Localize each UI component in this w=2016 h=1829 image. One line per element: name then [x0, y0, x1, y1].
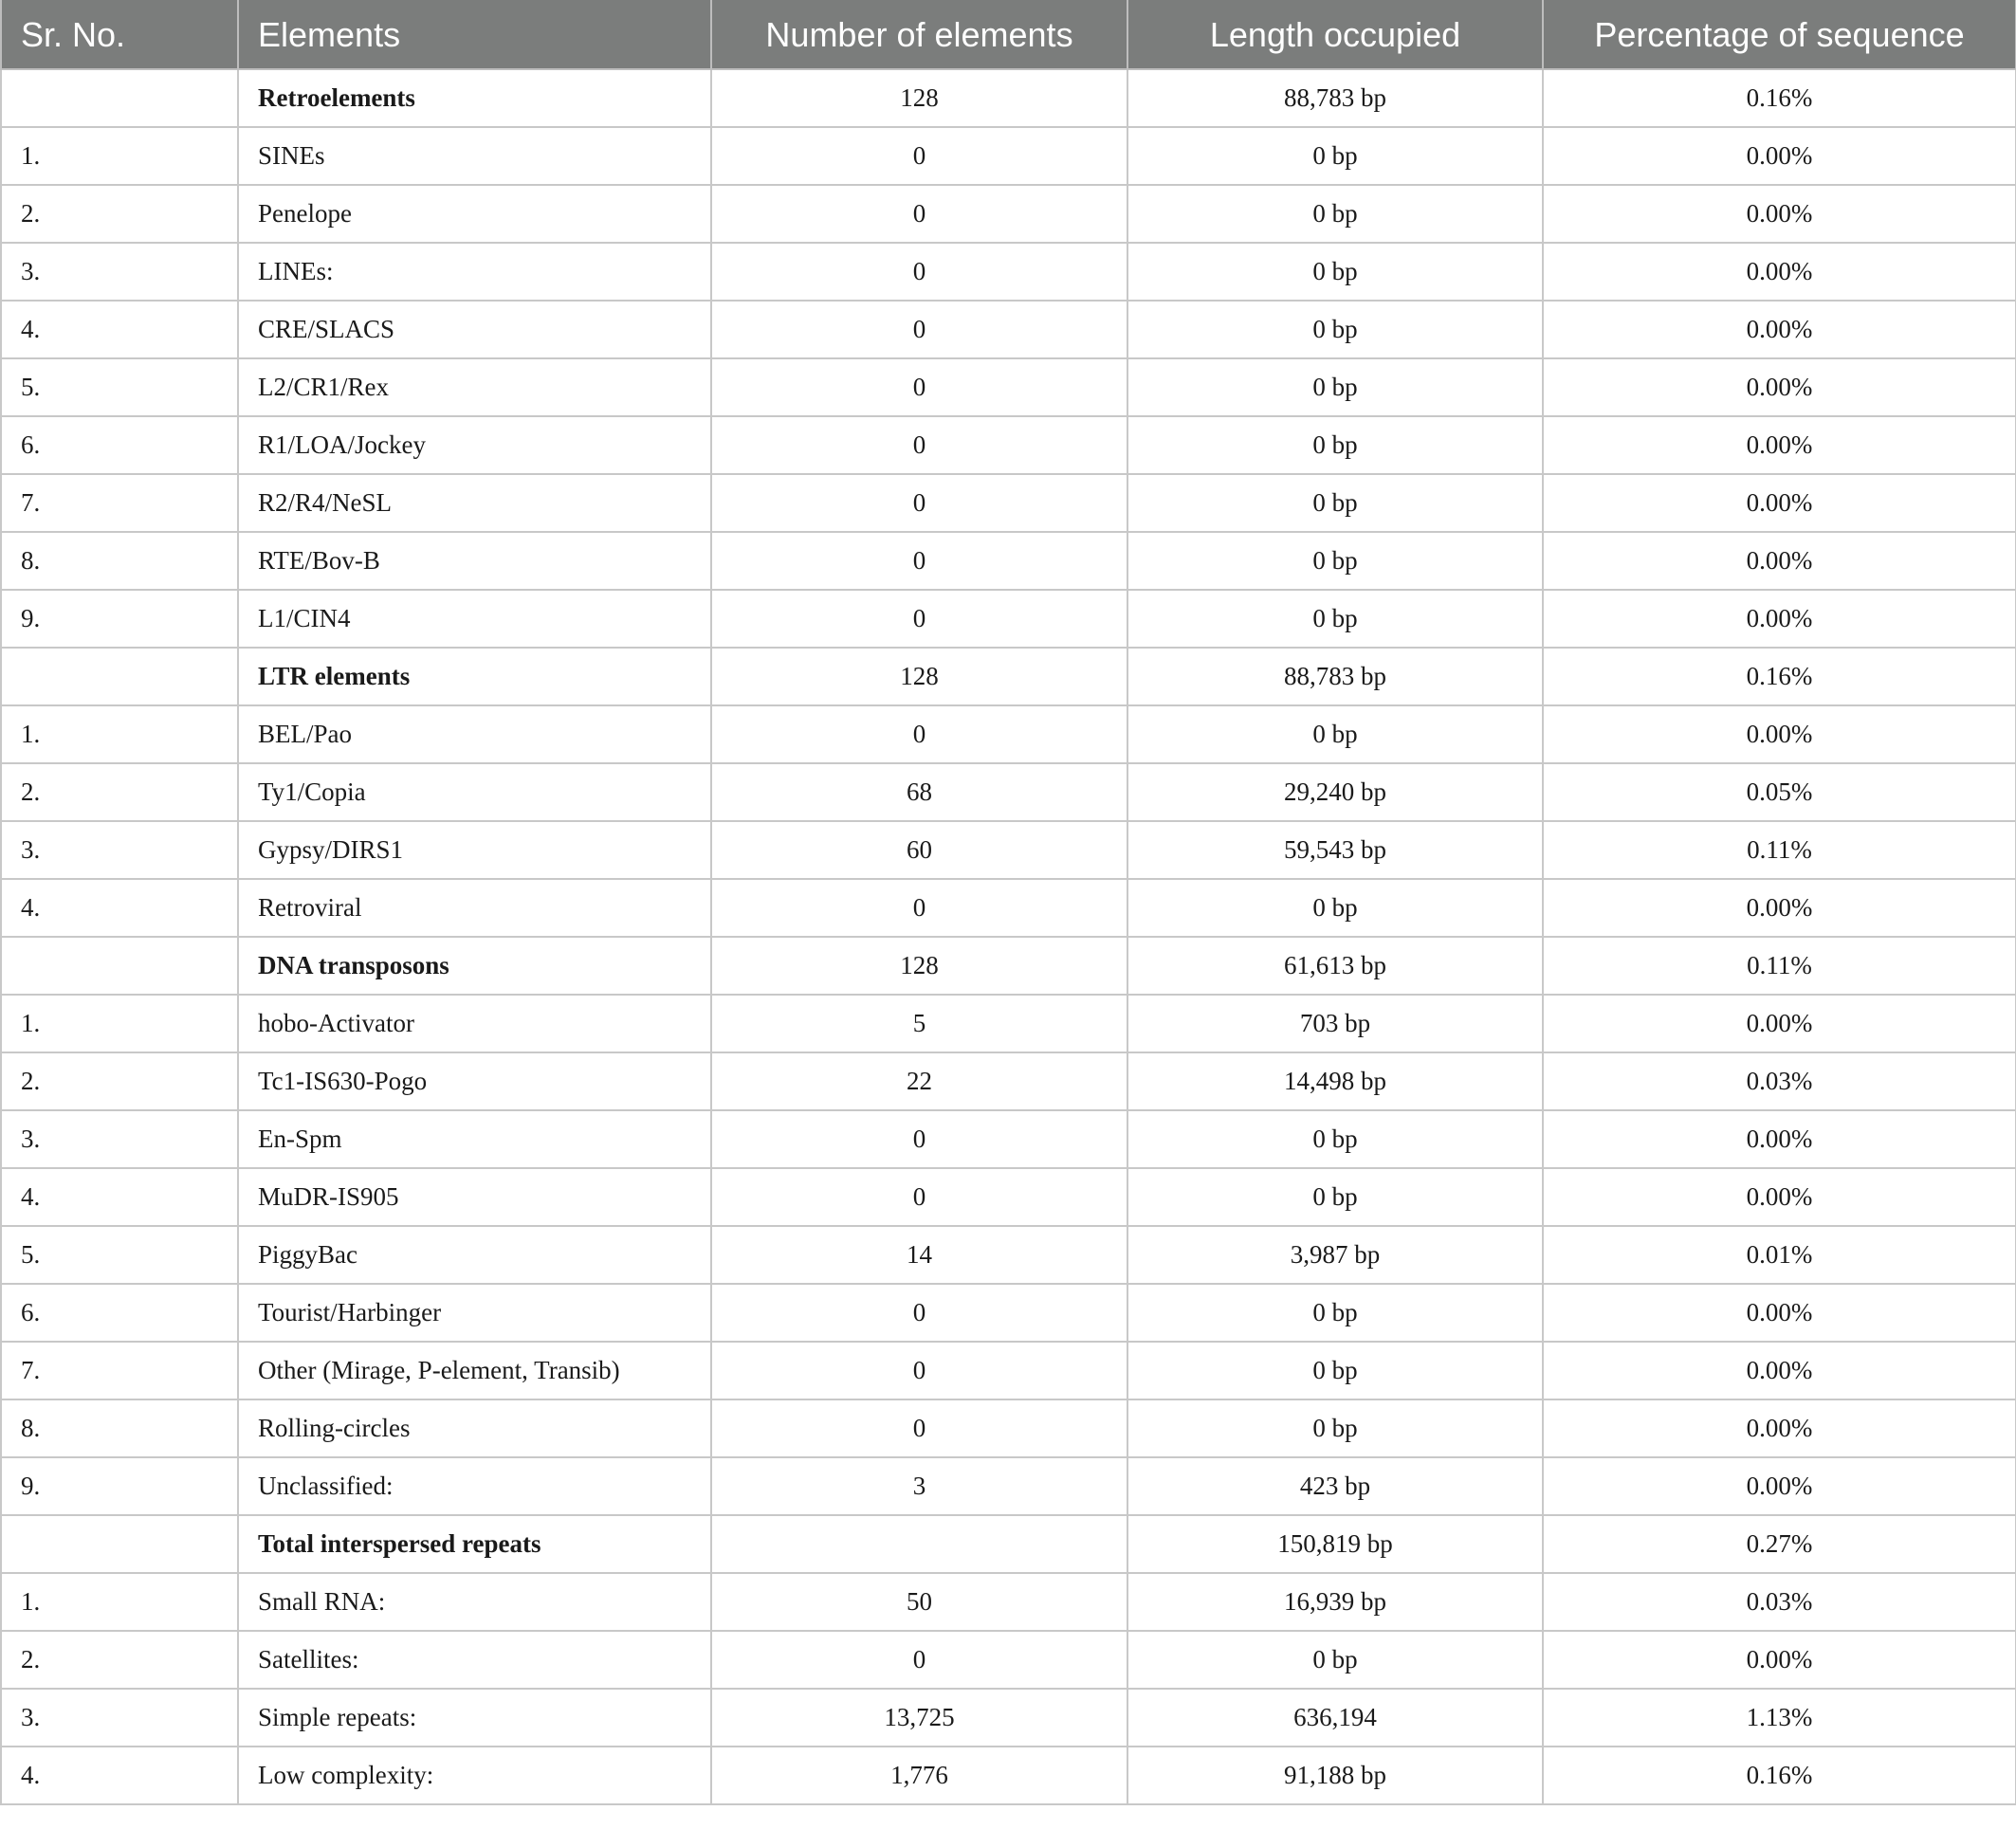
table-row [1, 1573, 2016, 1631]
cell-percentage-of-sequence: 0.00% [1543, 416, 2016, 474]
table-group-row [1, 1515, 2016, 1573]
cell-length-occupied: 59,543 bp [1127, 821, 1543, 879]
table-row [1, 301, 2016, 358]
table-row [1, 821, 2016, 879]
cell-sr-no: 2. [1, 1052, 238, 1110]
cell-element: L2/CR1/Rex [238, 358, 711, 416]
cell-percentage-of-sequence: 0.05% [1543, 763, 2016, 821]
cell-number-of-elements: 13,725 [711, 1689, 1127, 1747]
cell-percentage-of-sequence: 0.00% [1543, 243, 2016, 301]
header-elements: Elements [238, 1, 711, 70]
cell-number-of-elements: 0 [711, 243, 1127, 301]
cell-length-occupied: 0 bp [1127, 1284, 1543, 1342]
cell-number-of-elements: 22 [711, 1052, 1127, 1110]
cell-percentage-of-sequence: 1.13% [1543, 1689, 2016, 1747]
cell-sr-no: 4. [1, 879, 238, 937]
cell-percentage-of-sequence: 0.00% [1543, 590, 2016, 648]
cell-number-of-elements: 0 [711, 1110, 1127, 1168]
cell-length-occupied: 88,783 bp [1127, 648, 1543, 705]
cell-element: PiggyBac [238, 1226, 711, 1284]
cell-percentage-of-sequence: 0.16% [1543, 1747, 2016, 1804]
table-row [1, 127, 2016, 185]
table-row [1, 532, 2016, 590]
cell-percentage-of-sequence: 0.00% [1543, 1284, 2016, 1342]
cell-element: Total interspersed repeats [238, 1515, 711, 1573]
cell-percentage-of-sequence: 0.00% [1543, 705, 2016, 763]
table-header [1, 1, 2016, 70]
cell-length-occupied: 0 bp [1127, 416, 1543, 474]
cell-element: LINEs: [238, 243, 711, 301]
cell-percentage-of-sequence: 0.00% [1543, 879, 2016, 937]
table-row [1, 1052, 2016, 1110]
table-row [1, 185, 2016, 243]
cell-element: Gypsy/DIRS1 [238, 821, 711, 879]
table-row [1, 879, 2016, 937]
cell-length-occupied: 636,194 [1127, 1689, 1543, 1747]
table-row [1, 1747, 2016, 1804]
cell-sr-no: 6. [1, 1284, 238, 1342]
cell-length-occupied: 0 bp [1127, 879, 1543, 937]
cell-length-occupied: 0 bp [1127, 127, 1543, 185]
cell-sr-no [1, 648, 238, 705]
cell-length-occupied: 0 bp [1127, 243, 1543, 301]
cell-element: L1/CIN4 [238, 590, 711, 648]
cell-element: Rolling-circles [238, 1399, 711, 1457]
cell-percentage-of-sequence: 0.16% [1543, 648, 2016, 705]
cell-length-occupied: 0 bp [1127, 590, 1543, 648]
cell-length-occupied: 29,240 bp [1127, 763, 1543, 821]
table-row [1, 1631, 2016, 1689]
cell-number-of-elements: 5 [711, 995, 1127, 1052]
cell-number-of-elements: 1,776 [711, 1747, 1127, 1804]
table-row [1, 1457, 2016, 1515]
cell-sr-no: 4. [1, 1747, 238, 1804]
cell-percentage-of-sequence: 0.00% [1543, 358, 2016, 416]
cell-number-of-elements: 0 [711, 474, 1127, 532]
cell-percentage-of-sequence: 0.00% [1543, 1457, 2016, 1515]
cell-length-occupied: 3,987 bp [1127, 1226, 1543, 1284]
cell-number-of-elements: 128 [711, 648, 1127, 705]
table-row [1, 1284, 2016, 1342]
cell-length-occupied: 16,939 bp [1127, 1573, 1543, 1631]
cell-length-occupied: 703 bp [1127, 995, 1543, 1052]
cell-percentage-of-sequence: 0.11% [1543, 821, 2016, 879]
cell-percentage-of-sequence: 0.00% [1543, 1399, 2016, 1457]
cell-sr-no: 4. [1, 301, 238, 358]
cell-number-of-elements: 128 [711, 937, 1127, 995]
header-number-of-elements: Number of elements [711, 1, 1127, 70]
cell-sr-no: 8. [1, 532, 238, 590]
cell-number-of-elements: 68 [711, 763, 1127, 821]
cell-sr-no: 9. [1, 1457, 238, 1515]
cell-number-of-elements: 0 [711, 590, 1127, 648]
cell-percentage-of-sequence: 0.00% [1543, 1631, 2016, 1689]
cell-number-of-elements: 0 [711, 1631, 1127, 1689]
cell-length-occupied: 61,613 bp [1127, 937, 1543, 995]
table-group-row [1, 648, 2016, 705]
header-length-occupied: Length occupied [1127, 1, 1543, 70]
cell-sr-no: 5. [1, 358, 238, 416]
table-row [1, 763, 2016, 821]
cell-length-occupied: 91,188 bp [1127, 1747, 1543, 1804]
cell-percentage-of-sequence: 0.00% [1543, 1110, 2016, 1168]
cell-sr-no [1, 69, 238, 127]
cell-length-occupied: 0 bp [1127, 1110, 1543, 1168]
cell-element: Unclassified: [238, 1457, 711, 1515]
cell-number-of-elements: 0 [711, 1342, 1127, 1399]
cell-percentage-of-sequence: 0.16% [1543, 69, 2016, 127]
cell-length-occupied: 0 bp [1127, 1168, 1543, 1226]
cell-element: R1/LOA/Jockey [238, 416, 711, 474]
cell-sr-no: 2. [1, 185, 238, 243]
cell-percentage-of-sequence: 0.00% [1543, 474, 2016, 532]
header-row [1, 1, 2016, 70]
cell-number-of-elements: 0 [711, 301, 1127, 358]
cell-sr-no [1, 937, 238, 995]
cell-percentage-of-sequence: 0.00% [1543, 301, 2016, 358]
table-row [1, 590, 2016, 648]
cell-sr-no: 1. [1, 705, 238, 763]
table-body [1, 69, 2016, 1804]
cell-number-of-elements: 14 [711, 1226, 1127, 1284]
cell-length-occupied: 0 bp [1127, 705, 1543, 763]
cell-length-occupied: 0 bp [1127, 185, 1543, 243]
table-row [1, 1399, 2016, 1457]
cell-length-occupied: 423 bp [1127, 1457, 1543, 1515]
cell-sr-no: 3. [1, 243, 238, 301]
cell-number-of-elements: 3 [711, 1457, 1127, 1515]
cell-sr-no: 7. [1, 1342, 238, 1399]
cell-length-occupied: 0 bp [1127, 1399, 1543, 1457]
cell-element: Penelope [238, 185, 711, 243]
cell-sr-no: 2. [1, 1631, 238, 1689]
cell-element: hobo-Activator [238, 995, 711, 1052]
cell-number-of-elements: 0 [711, 358, 1127, 416]
table-row [1, 1226, 2016, 1284]
cell-element: RTE/Bov-B [238, 532, 711, 590]
cell-number-of-elements: 0 [711, 127, 1127, 185]
cell-number-of-elements [711, 1515, 1127, 1573]
cell-number-of-elements: 0 [711, 185, 1127, 243]
cell-percentage-of-sequence: 0.27% [1543, 1515, 2016, 1573]
cell-element: Retroelements [238, 69, 711, 127]
table-group-row [1, 69, 2016, 127]
table-row [1, 243, 2016, 301]
cell-length-occupied: 0 bp [1127, 1631, 1543, 1689]
header-sr-no: Sr. No. [1, 1, 238, 70]
table-row [1, 416, 2016, 474]
cell-percentage-of-sequence: 0.00% [1543, 1168, 2016, 1226]
cell-number-of-elements: 0 [711, 532, 1127, 590]
cell-sr-no: 4. [1, 1168, 238, 1226]
cell-number-of-elements: 50 [711, 1573, 1127, 1631]
cell-sr-no: 1. [1, 127, 238, 185]
cell-sr-no: 1. [1, 1573, 238, 1631]
table-row [1, 358, 2016, 416]
cell-element: En-Spm [238, 1110, 711, 1168]
cell-percentage-of-sequence: 0.00% [1543, 127, 2016, 185]
table-row [1, 474, 2016, 532]
cell-number-of-elements: 0 [711, 1399, 1127, 1457]
cell-sr-no: 6. [1, 416, 238, 474]
table-row [1, 1689, 2016, 1747]
cell-length-occupied: 88,783 bp [1127, 69, 1543, 127]
cell-element: DNA transposons [238, 937, 711, 995]
table-row [1, 1110, 2016, 1168]
table-row [1, 995, 2016, 1052]
cell-percentage-of-sequence: 0.00% [1543, 995, 2016, 1052]
table-row [1, 705, 2016, 763]
cell-percentage-of-sequence: 0.00% [1543, 1342, 2016, 1399]
header-percentage-of-sequence: Percentage of sequence [1543, 1, 2016, 70]
cell-number-of-elements: 0 [711, 879, 1127, 937]
cell-element: MuDR-IS905 [238, 1168, 711, 1226]
cell-sr-no: 3. [1, 821, 238, 879]
cell-length-occupied: 150,819 bp [1127, 1515, 1543, 1573]
cell-number-of-elements: 0 [711, 705, 1127, 763]
cell-sr-no: 7. [1, 474, 238, 532]
cell-element: Other (Mirage, P-element, Transib) [238, 1342, 711, 1399]
cell-element: Simple repeats: [238, 1689, 711, 1747]
cell-number-of-elements: 0 [711, 1168, 1127, 1226]
cell-length-occupied: 0 bp [1127, 1342, 1543, 1399]
cell-element: Ty1/Copia [238, 763, 711, 821]
cell-sr-no: 3. [1, 1689, 238, 1747]
cell-percentage-of-sequence: 0.00% [1543, 185, 2016, 243]
cell-length-occupied: 0 bp [1127, 532, 1543, 590]
cell-percentage-of-sequence: 0.00% [1543, 532, 2016, 590]
cell-sr-no: 5. [1, 1226, 238, 1284]
cell-length-occupied: 0 bp [1127, 474, 1543, 532]
cell-element: Small RNA: [238, 1573, 711, 1631]
cell-element: R2/R4/NeSL [238, 474, 711, 532]
cell-percentage-of-sequence: 0.01% [1543, 1226, 2016, 1284]
cell-sr-no: 1. [1, 995, 238, 1052]
cell-element: SINEs [238, 127, 711, 185]
cell-element: Tc1-IS630-Pogo [238, 1052, 711, 1110]
table-row [1, 1168, 2016, 1226]
cell-sr-no: 3. [1, 1110, 238, 1168]
cell-element: Retroviral [238, 879, 711, 937]
cell-element: BEL/Pao [238, 705, 711, 763]
cell-length-occupied: 0 bp [1127, 358, 1543, 416]
cell-element: Low complexity: [238, 1747, 711, 1804]
cell-element: LTR elements [238, 648, 711, 705]
table-group-row [1, 937, 2016, 995]
cell-number-of-elements: 0 [711, 1284, 1127, 1342]
cell-number-of-elements: 60 [711, 821, 1127, 879]
table-row [1, 1342, 2016, 1399]
cell-sr-no [1, 1515, 238, 1573]
cell-percentage-of-sequence: 0.03% [1543, 1573, 2016, 1631]
cell-element: CRE/SLACS [238, 301, 711, 358]
cell-length-occupied: 0 bp [1127, 301, 1543, 358]
cell-element: Satellites: [238, 1631, 711, 1689]
cell-sr-no: 8. [1, 1399, 238, 1457]
cell-number-of-elements: 0 [711, 416, 1127, 474]
cell-percentage-of-sequence: 0.11% [1543, 937, 2016, 995]
cell-element: Tourist/Harbinger [238, 1284, 711, 1342]
cell-sr-no: 2. [1, 763, 238, 821]
cell-length-occupied: 14,498 bp [1127, 1052, 1543, 1110]
cell-percentage-of-sequence: 0.03% [1543, 1052, 2016, 1110]
cell-sr-no: 9. [1, 590, 238, 648]
cell-number-of-elements: 128 [711, 69, 1127, 127]
